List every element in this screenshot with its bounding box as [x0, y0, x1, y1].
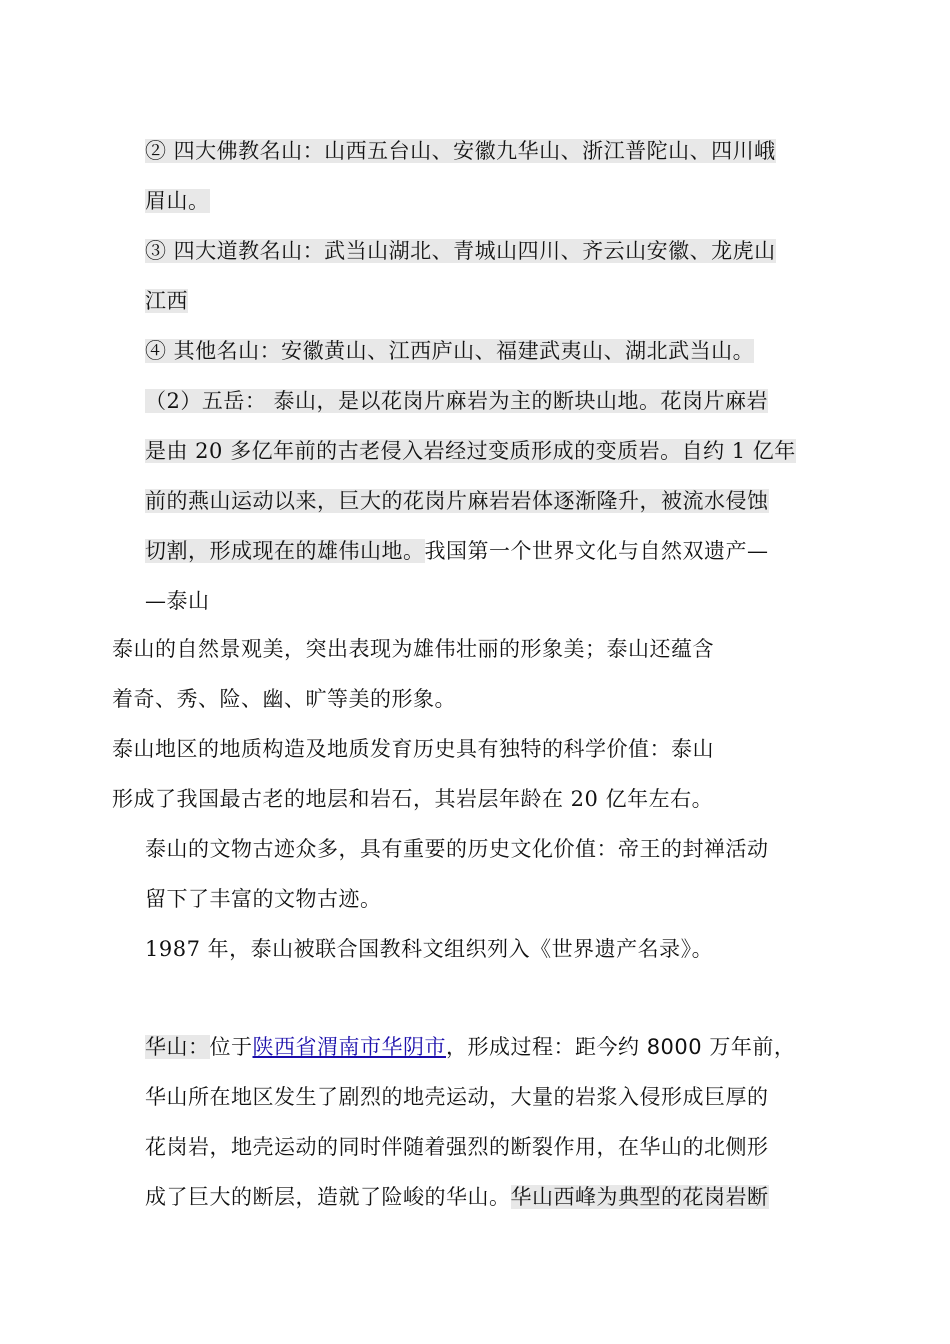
taishan-line3: [145, 486, 769, 516]
taoist-mountains-line1: [145, 236, 776, 266]
huashan-line3: [145, 1132, 769, 1162]
taishan-line5: [145, 586, 210, 616]
huashan-label: 华山：: [145, 1035, 210, 1059]
taoist-mountains-text1: ③ 四大道教名山：武当山湖北、青城山四川、齐云山安徽、龙虎山: [145, 239, 776, 263]
huashan-text4-plain: 成了巨大的断层，造就了险峻的华山。: [145, 1185, 511, 1209]
taishan-beauty-text1: 泰山的自然景观美，突出表现为雄伟壮丽的形象美；泰山还蕴含: [112, 637, 714, 661]
taishan-geology-text1: 泰山地区的地质构造及地质发育历史具有独特的科学价值：泰山: [112, 737, 714, 761]
buddhist-mountains-text1: ② 四大佛教名山：山西五台山、安徽九华山、浙江普陀山、四川峨: [145, 139, 776, 163]
taishan-beauty-text2: 着奇、秀、险、幽、旷等美的形象。: [112, 687, 456, 711]
taishan-line1: [145, 386, 768, 416]
huashan-text2: 华山所在地区发生了剧烈的地壳运动，大量的岩浆入侵形成巨厚的: [145, 1085, 769, 1109]
taishan-relics-text2: 留下了丰富的文物古迹。: [145, 887, 382, 911]
taishan-text2: 是由 20 多亿年前的古老侵入岩经过变质形成的变质岩。自约 1 亿年: [145, 439, 796, 463]
taishan-geology-line2: [112, 784, 713, 814]
taishan-beauty-line2: [112, 684, 456, 714]
taishan-heritage-text: 1987 年，泰山被联合国教科文组织列入《世界遗产名录》。: [145, 937, 714, 961]
other-mountains-line: [145, 336, 754, 366]
other-mountains-text: ④ 其他名山：安徽黄山、江西庐山、福建武夷山、湖北武当山。: [145, 339, 755, 363]
taishan-beauty-line1: [112, 634, 714, 664]
taoist-mountains-line2: [145, 286, 188, 316]
taishan-relics-line2: [145, 884, 382, 914]
taishan-geology-line1: [112, 734, 714, 764]
taishan-line4: [145, 536, 769, 566]
huashan-text3: 花岗岩，地壳运动的同时伴随着强烈的断裂作用，在华山的北侧形: [145, 1135, 769, 1159]
taoist-mountains-text2: 江西: [145, 289, 188, 313]
huashan-text4-highlight: 华山西峰为典型的花岗岩断: [510, 1185, 769, 1209]
huashan-suffix2: 万年前，: [702, 1035, 796, 1059]
taishan-relics-text1: 泰山的文物古迹众多，具有重要的历史文化价值：帝王的封禅活动: [145, 837, 769, 861]
taishan-text4-rest: 我国第一个世界文化与自然双遗产—: [424, 539, 769, 563]
buddhist-mountains-line1: [145, 136, 776, 166]
taishan-geology-text2: 形成了我国最古老的地层和岩石，其岩层年龄在 20 亿年左右。: [112, 787, 714, 811]
taishan-text1: （2）五岳： 泰山，是以花岗片麻岩为主的断块山地。花岗片麻岩: [145, 389, 769, 413]
huashan-line4: [145, 1182, 769, 1212]
buddhist-mountains-line2: [145, 186, 210, 216]
taishan-relics-line1: [145, 834, 769, 864]
huashan-suffix: ，形成过程：距今约: [446, 1035, 647, 1059]
huashan-number: 8000: [646, 1035, 703, 1059]
huashan-prefix: 位于: [209, 1035, 253, 1059]
taishan-text4-highlight: 切割，形成现在的雄伟山地。: [145, 539, 425, 563]
taishan-line2: [145, 436, 796, 466]
huashan-line2: [145, 1082, 769, 1112]
taishan-text5: —泰山: [145, 589, 210, 613]
taishan-text3: 前的燕山运动以来，巨大的花岗片麻岩岩体逐渐隆升，被流水侵蚀: [145, 489, 769, 513]
buddhist-mountains-text2: 眉山。: [145, 189, 210, 213]
huashan-location-link[interactable]: 陕西省渭南市华阴市: [252, 1035, 446, 1059]
huashan-line1: [145, 1032, 795, 1062]
taishan-heritage-line: [145, 934, 713, 964]
